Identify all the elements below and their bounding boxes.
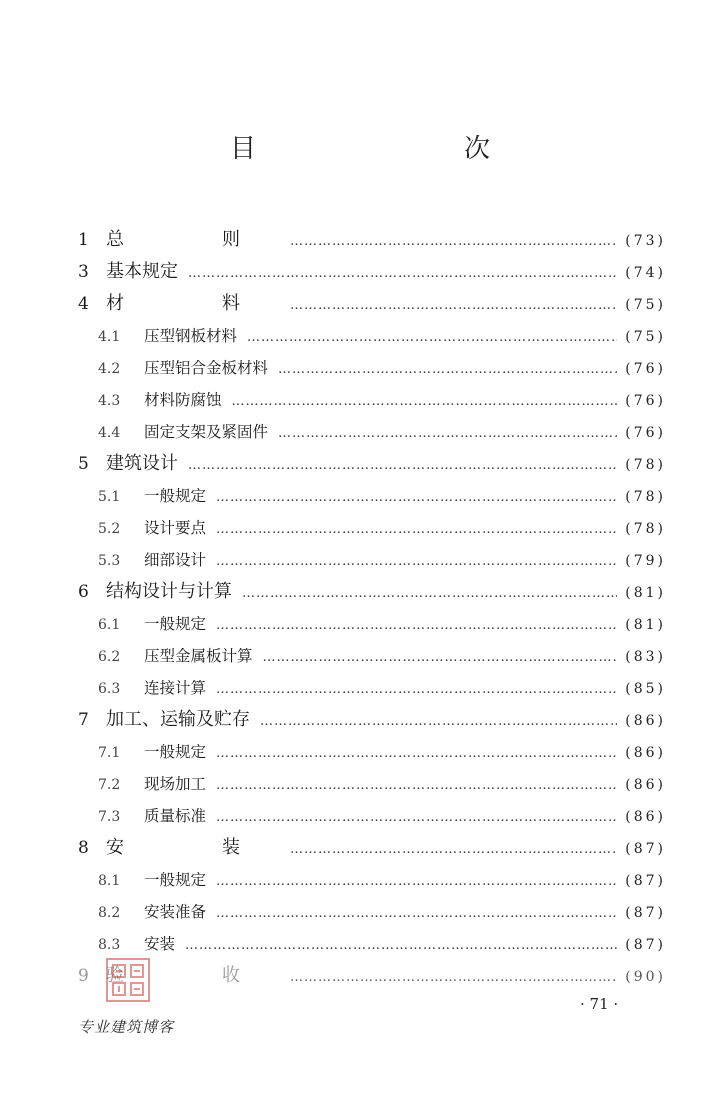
- toc-entry-number: 7.1: [98, 745, 121, 761]
- toc-entry[interactable]: [78, 672, 666, 704]
- toc-leader-dots: [185, 930, 617, 962]
- toc-entry-page: (90): [625, 969, 666, 985]
- toc-entry[interactable]: [78, 544, 666, 576]
- toc-entry-title: 设计要点: [144, 519, 207, 537]
- toc-entry-number: 4.3: [98, 393, 121, 409]
- toc-entry-page: (78): [625, 521, 666, 537]
- toc-entry-number: 4.1: [98, 329, 121, 345]
- toc-entry[interactable]: [78, 512, 666, 544]
- toc-entry-number: 5.1: [98, 489, 121, 505]
- toc-entry[interactable]: [78, 608, 666, 640]
- toc-entry-number: 8: [78, 838, 89, 858]
- toc-leader-dots: [242, 578, 617, 610]
- toc-leader-dots: [216, 866, 617, 898]
- toc-entry-number: 7.2: [98, 777, 121, 793]
- toc-leader-dots: [290, 962, 617, 994]
- toc-leader-dots: [216, 610, 617, 642]
- toc-entry[interactable]: [78, 960, 666, 992]
- toc-entry-page: (87): [625, 841, 666, 857]
- page-heading: 目 次: [229, 134, 542, 164]
- toc-entry-page: (76): [625, 425, 666, 441]
- toc-entry[interactable]: [78, 448, 666, 480]
- toc-entry[interactable]: [78, 352, 666, 384]
- toc-entry-title: 压型铝合金板材料: [144, 359, 269, 377]
- toc-leader-dots: [216, 770, 617, 802]
- toc-entry-number: 8.1: [98, 873, 121, 889]
- toc-leader-dots: [188, 258, 617, 290]
- toc-entry-page: (85): [625, 681, 666, 697]
- toc-entry-page: (87): [625, 937, 666, 953]
- toc-leader-dots: [188, 450, 617, 482]
- toc-entry[interactable]: [78, 224, 666, 256]
- toc-entry-page: (86): [625, 713, 666, 729]
- toc-entry-number: 4: [78, 294, 89, 314]
- toc-entry-title: 连接计算: [144, 679, 207, 697]
- toc-leader-dots: [232, 386, 618, 418]
- toc-entry-title: 基本规定: [106, 261, 178, 282]
- toc-leader-dots: [216, 802, 617, 834]
- toc-entry[interactable]: [78, 320, 666, 352]
- toc-entry-title: 一般规定: [144, 743, 207, 761]
- toc-entry-page: (86): [625, 777, 666, 793]
- toc-entry[interactable]: [78, 800, 666, 832]
- toc-leader-dots: [260, 706, 617, 738]
- toc-entry-title: 验 收: [106, 965, 280, 986]
- toc-entry-page: (78): [625, 457, 666, 473]
- toc-entry[interactable]: [78, 832, 666, 864]
- toc-entry-number: 7: [78, 710, 89, 730]
- toc-entry-number: 3: [78, 262, 89, 282]
- toc-entry-number: 6.1: [98, 617, 121, 633]
- toc-entry-page: (86): [625, 745, 666, 761]
- toc-entry-title: 安装: [144, 935, 176, 953]
- toc-leader-dots: [278, 354, 617, 386]
- toc-leader-dots: [216, 546, 617, 578]
- toc-leader-dots: [216, 898, 617, 930]
- toc-entry-number: 4.4: [98, 425, 121, 441]
- toc-leader-dots: [290, 834, 617, 866]
- toc-entry-number: 5: [78, 454, 89, 474]
- toc-entry[interactable]: [78, 928, 666, 960]
- table-of-contents: [78, 224, 666, 992]
- toc-entry-number: 9: [78, 966, 89, 986]
- toc-entry-number: 7.3: [98, 809, 121, 825]
- toc-entry-number: 6.3: [98, 681, 121, 697]
- toc-entry[interactable]: [78, 896, 666, 928]
- toc-entry-title: 一般规定: [144, 487, 207, 505]
- toc-entry-number: 5.3: [98, 553, 121, 569]
- toc-entry-number: 5.2: [98, 521, 121, 537]
- page-number: · 71 ·: [580, 995, 619, 1013]
- toc-entry[interactable]: [78, 864, 666, 896]
- toc-entry-page: (86): [625, 809, 666, 825]
- toc-entry-title: 一般规定: [144, 615, 207, 633]
- toc-entry-title: 细部设计: [144, 551, 207, 569]
- toc-entry[interactable]: [78, 576, 666, 608]
- toc-entry-title: 固定支架及紧固件: [144, 423, 269, 441]
- toc-entry-title: 结构设计与计算: [106, 581, 232, 602]
- toc-leader-dots: [290, 290, 617, 322]
- stamp-seal-icon: [106, 958, 150, 1002]
- toc-entry-title: 一般规定: [144, 871, 207, 889]
- toc-entry[interactable]: [78, 640, 666, 672]
- toc-entry-title: 压型钢板材料: [144, 327, 238, 345]
- toc-entry-page: (81): [625, 585, 666, 601]
- toc-entry[interactable]: [78, 736, 666, 768]
- toc-entry[interactable]: [78, 768, 666, 800]
- toc-leader-dots: [263, 642, 618, 674]
- toc-leader-dots: [216, 738, 617, 770]
- toc-entry[interactable]: [78, 288, 666, 320]
- toc-entry-page: (78): [625, 489, 666, 505]
- toc-entry-number: 6.2: [98, 649, 121, 665]
- toc-leader-dots: [216, 514, 617, 546]
- toc-entry-page: (87): [625, 905, 666, 921]
- toc-entry-title: 现场加工: [144, 775, 207, 793]
- toc-entry-page: (75): [625, 329, 666, 345]
- toc-entry-title: 安 装: [106, 837, 280, 858]
- toc-entry-title: 加工、运输及贮存: [106, 709, 250, 730]
- toc-entry-title: 压型金属板计算: [144, 647, 253, 665]
- toc-leader-dots: [290, 226, 617, 258]
- toc-entry-number: 1: [78, 230, 89, 250]
- toc-entry-page: (81): [625, 617, 666, 633]
- toc-entry-number: 4.2: [98, 361, 121, 377]
- toc-entry-number: 8.2: [98, 905, 121, 921]
- toc-entry[interactable]: [78, 256, 666, 288]
- toc-leader-dots: [216, 482, 617, 514]
- toc-entry-title: 总 则: [106, 229, 280, 250]
- toc-entry-page: (75): [625, 297, 666, 313]
- toc-entry[interactable]: [78, 416, 666, 448]
- toc-entry-page: (76): [625, 393, 666, 409]
- toc-entry-title: 建筑设计: [106, 453, 178, 474]
- toc-entry-page: (76): [625, 361, 666, 377]
- toc-entry[interactable]: [78, 384, 666, 416]
- toc-entry-title: 材 料: [106, 293, 280, 314]
- toc-entry-page: (87): [625, 873, 666, 889]
- toc-entry-number: 6: [78, 582, 89, 602]
- watermark-text: 专业建筑博客: [78, 1018, 175, 1036]
- toc-entry-page: (79): [625, 553, 666, 569]
- toc-entry-title: 安装准备: [144, 903, 207, 921]
- toc-entry-title: 质量标准: [144, 807, 207, 825]
- toc-entry-title: 材料防腐蚀: [144, 391, 222, 409]
- toc-leader-dots: [278, 418, 617, 450]
- toc-entry-page: (73): [625, 233, 666, 249]
- toc-leader-dots: [247, 322, 617, 354]
- toc-entry[interactable]: [78, 704, 666, 736]
- toc-entry-page: (74): [625, 265, 666, 281]
- toc-entry[interactable]: [78, 480, 666, 512]
- toc-entry-number: 8.3: [98, 937, 121, 953]
- toc-leader-dots: [216, 674, 617, 706]
- toc-entry-page: (83): [625, 649, 666, 665]
